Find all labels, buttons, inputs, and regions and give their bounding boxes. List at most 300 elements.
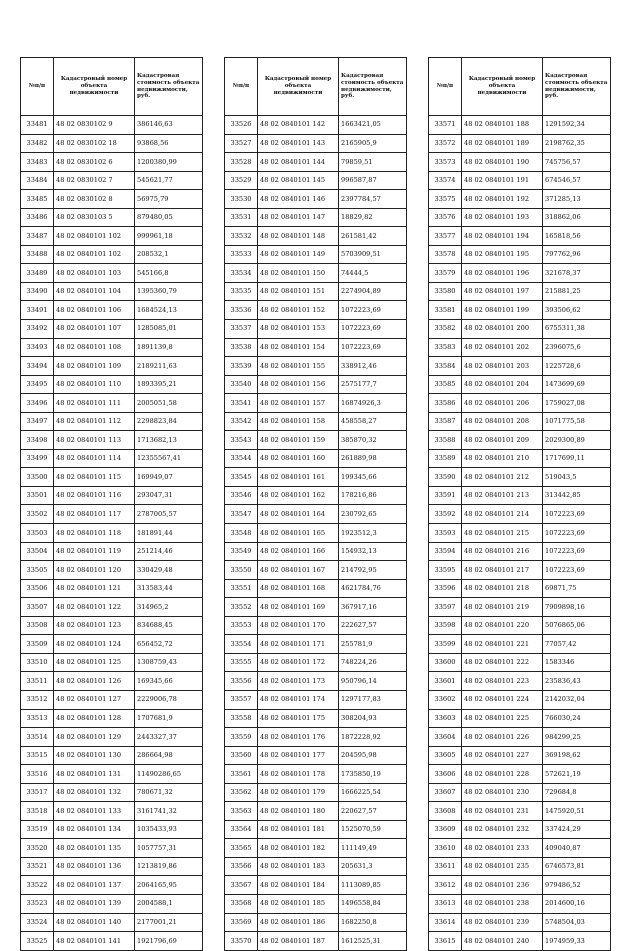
table-row: [429, 227, 611, 246]
table-row: [225, 153, 407, 172]
cadastral-number: 48 02 0840101 132: [54, 783, 135, 802]
cadastral-cost: 2298823,84: [135, 412, 203, 431]
table-row: [429, 820, 611, 839]
row-number: 33562: [225, 783, 258, 802]
table-row: [21, 412, 203, 431]
table-row: [225, 542, 407, 561]
cadastral-number: 48 02 0840101 217: [462, 561, 543, 580]
cadastral-number: 48 02 0840101 235: [462, 857, 543, 876]
cadastral-cost: 879480,05: [135, 208, 203, 227]
row-number: 33553: [225, 616, 258, 635]
cadastral-number: 48 02 0840101 149: [258, 245, 339, 264]
cadastral-number: 48 02 0840101 192: [462, 190, 543, 209]
cadastral-cost: 1684524,13: [135, 301, 203, 320]
cadastral-cost: 2787005,57: [135, 505, 203, 524]
cadastral-cost: 318862,06: [543, 208, 611, 227]
cadastral-number: 48 02 0840101 123: [54, 616, 135, 635]
cadastral-number: 48 02 0840101 167: [258, 561, 339, 580]
row-number: 33496: [21, 394, 54, 413]
cadastral-number: 48 02 0840101 206: [462, 394, 543, 413]
cadastral-cost: 1713682,13: [135, 431, 203, 450]
cadastral-number: 48 02 0840101 230: [462, 783, 543, 802]
table-row: [429, 116, 611, 135]
table-row: [225, 505, 407, 524]
cadastral-number: 48 02 0840101 150: [258, 264, 339, 283]
cadastral-number: 48 02 0840101 227: [462, 746, 543, 765]
row-number: 33534: [225, 264, 258, 283]
row-number: 33597: [429, 598, 462, 617]
row-number: 33533: [225, 245, 258, 264]
cadastral-number: 48 02 0840101 162: [258, 486, 339, 505]
table-row: [429, 412, 611, 431]
row-number: 33513: [21, 709, 54, 728]
table-header-row: [225, 58, 407, 116]
cadastral-number: 48 02 0840101 226: [462, 728, 543, 747]
row-number: 33555: [225, 653, 258, 672]
table-row: [429, 282, 611, 301]
cadastral-cost: 369198,62: [543, 746, 611, 765]
row-number: 33484: [21, 171, 54, 190]
cadastral-cost: 222627,57: [339, 616, 407, 635]
row-number: 33559: [225, 728, 258, 747]
cadastral-cost: 1891139,8: [135, 338, 203, 357]
table-row: [21, 486, 203, 505]
row-number: 33546: [225, 486, 258, 505]
cadastral-number: 48 02 0840101 164: [258, 505, 339, 524]
cadastral-cost: 1663421,05: [339, 116, 407, 135]
table-row: [429, 839, 611, 858]
header-cadastral-number: Кадастровый номер объекта недвижимости: [54, 58, 135, 116]
row-number: 33537: [225, 320, 258, 339]
table-row: [429, 264, 611, 283]
table-row: [21, 932, 203, 951]
cadastral-cost: 69871,75: [543, 579, 611, 598]
cadastral-number: 48 02 0840101 240: [462, 932, 543, 951]
table-row: [225, 208, 407, 227]
table-row: [429, 301, 611, 320]
row-number: 33596: [429, 579, 462, 598]
cadastral-cost: 330429,48: [135, 561, 203, 580]
table-row: [21, 616, 203, 635]
row-number: 33515: [21, 746, 54, 765]
table-row: [429, 542, 611, 561]
cadastral-number: 48 02 0840101 148: [258, 227, 339, 246]
table-row: [21, 208, 203, 227]
table-row: [429, 134, 611, 153]
row-number: 33508: [21, 616, 54, 635]
cadastral-cost: 16874926,3: [339, 394, 407, 413]
cadastral-number: 48 02 0840101 157: [258, 394, 339, 413]
header-cadastral-number: Кадастровый номер объекта недвижимости: [258, 58, 339, 116]
table-row: [429, 505, 611, 524]
cadastral-cost: 458558,27: [339, 412, 407, 431]
cadastral-cost: 154932,13: [339, 542, 407, 561]
row-number: 33512: [21, 690, 54, 709]
cadastral-number: 48 02 0840101 133: [54, 802, 135, 821]
cadastral-number: 48 02 0840101 178: [258, 765, 339, 784]
cadastral-number: 48 02 0840101 119: [54, 542, 135, 561]
cadastral-cost: 7909898,16: [543, 598, 611, 617]
table-row: [225, 116, 407, 135]
cadastral-cost: 1707681,9: [135, 709, 203, 728]
row-number: 33569: [225, 913, 258, 932]
table-row: [21, 116, 203, 135]
cadastral-cost: 2189211,63: [135, 357, 203, 376]
cadastral-number: 48 02 0840101 221: [462, 635, 543, 654]
cadastral-cost: 385870,32: [339, 431, 407, 450]
table-row: [21, 672, 203, 691]
table-row: [225, 431, 407, 450]
cadastral-cost: 1893395,21: [135, 375, 203, 394]
header-num: №п/п: [429, 58, 462, 116]
cadastral-cost: 2198762,35: [543, 134, 611, 153]
table-row: [429, 690, 611, 709]
cadastral-number: 48 02 0840101 141: [54, 932, 135, 951]
cadastral-cost: 6755311,38: [543, 320, 611, 339]
table-row: [225, 561, 407, 580]
row-number: 33549: [225, 542, 258, 561]
header-cadastral-number: Кадастровый номер объекта недвижимости: [462, 58, 543, 116]
table-row: [21, 579, 203, 598]
row-number: 33523: [21, 894, 54, 913]
cadastral-number: 48 02 0840101 139: [54, 894, 135, 913]
table-row: [21, 134, 203, 153]
cadastral-cost: 235836,43: [543, 672, 611, 691]
table-row: [225, 746, 407, 765]
row-number: 33501: [21, 486, 54, 505]
cadastral-number: 48 02 0840101 103: [54, 264, 135, 283]
cadastral-number: 48 02 0840101 180: [258, 802, 339, 821]
table-row: [429, 320, 611, 339]
table-row: [225, 171, 407, 190]
cadastral-cost: 313583,44: [135, 579, 203, 598]
table-row: [21, 282, 203, 301]
cadastral-cost: 1308759,43: [135, 653, 203, 672]
row-number: 33482: [21, 134, 54, 153]
cadastral-number: 48 02 0840101 190: [462, 153, 543, 172]
row-number: 33590: [429, 468, 462, 487]
table-row: [21, 783, 203, 802]
cadastral-number: 48 02 0840101 146: [258, 190, 339, 209]
row-number: 33483: [21, 153, 54, 172]
cadastral-number: 48 02 0830102 18: [54, 134, 135, 153]
cadastral-number: 48 02 0840101 225: [462, 709, 543, 728]
cadastral-number: 48 02 0840101 120: [54, 561, 135, 580]
cadastral-number: 48 02 0840101 142: [258, 116, 339, 135]
row-number: 33548: [225, 524, 258, 543]
cadastral-number: 48 02 0840101 134: [54, 820, 135, 839]
cadastral-number: 48 02 0840101 175: [258, 709, 339, 728]
cadastral-number: 48 02 0840101 189: [462, 134, 543, 153]
cadastral-number: 48 02 0840101 136: [54, 857, 135, 876]
cadastral-number: 48 02 0840101 166: [258, 542, 339, 561]
row-number: 33522: [21, 876, 54, 895]
cadastral-number: 48 02 0840101 135: [54, 839, 135, 858]
table-row: [225, 876, 407, 895]
table-row: [21, 227, 203, 246]
cadastral-cost: 572621,19: [543, 765, 611, 784]
cadastral-number: 48 02 0840101 212: [462, 468, 543, 487]
table-row: [21, 653, 203, 672]
cadastral-number: 48 02 0840101 147: [258, 208, 339, 227]
row-number: 33598: [429, 616, 462, 635]
row-number: 33603: [429, 709, 462, 728]
row-number: 33578: [429, 245, 462, 264]
cadastral-cost: 1072223,69: [339, 301, 407, 320]
row-number: 33517: [21, 783, 54, 802]
cadastral-number: 48 02 0840101 199: [462, 301, 543, 320]
cadastral-number: 48 02 0840101 228: [462, 765, 543, 784]
cadastral-number: 48 02 0840101 128: [54, 709, 135, 728]
cadastral-cost: 261581,42: [339, 227, 407, 246]
row-number: 33550: [225, 561, 258, 580]
row-number: 33492: [21, 320, 54, 339]
cadastral-number: 48 02 0840101 197: [462, 282, 543, 301]
row-number: 33518: [21, 802, 54, 821]
cadastral-cost: 79859,51: [339, 153, 407, 172]
cadastral-cost: 2397784,57: [339, 190, 407, 209]
table-row: [429, 468, 611, 487]
cadastral-cost: 1735850,19: [339, 765, 407, 784]
cadastral-number: 48 02 0840101 143: [258, 134, 339, 153]
cadastral-cost: 1072223,69: [543, 542, 611, 561]
cadastral-number: 48 02 0840101 169: [258, 598, 339, 617]
table-row: [21, 857, 203, 876]
row-number: 33571: [429, 116, 462, 135]
cadastral-number: 48 02 0840101 102: [54, 227, 135, 246]
cadastral-number: 48 02 0840101 116: [54, 486, 135, 505]
cadastral-number: 48 02 0840101 219: [462, 598, 543, 617]
cadastral-number: 48 02 0840101 140: [54, 913, 135, 932]
row-number: 33560: [225, 746, 258, 765]
cadastral-number: 48 02 0840101 106: [54, 301, 135, 320]
row-number: 33519: [21, 820, 54, 839]
row-number: 33608: [429, 802, 462, 821]
cadastral-cost: 545166,8: [135, 264, 203, 283]
table-row: [225, 524, 407, 543]
row-number: 33545: [225, 468, 258, 487]
cadastral-cost: 2396075,6: [543, 338, 611, 357]
row-number: 33499: [21, 449, 54, 468]
cadastral-cost: 313442,85: [543, 486, 611, 505]
row-number: 33591: [429, 486, 462, 505]
row-number: 33577: [429, 227, 462, 246]
row-number: 33530: [225, 190, 258, 209]
cadastral-cost: 293047,31: [135, 486, 203, 505]
header-num: №п/п: [225, 58, 258, 116]
cadastral-cost: 77057,42: [543, 635, 611, 654]
cadastral-cost: 834688,45: [135, 616, 203, 635]
table-row: [429, 394, 611, 413]
row-number: 33607: [429, 783, 462, 802]
cadastral-cost: 1583346: [543, 653, 611, 672]
table-row: [21, 728, 203, 747]
cadastral-cost: 1496558,84: [339, 894, 407, 913]
table-row: [225, 653, 407, 672]
row-number: 33557: [225, 690, 258, 709]
cadastral-cost: 93868,56: [135, 134, 203, 153]
cadastral-number: 48 02 0840101 188: [462, 116, 543, 135]
row-number: 33488: [21, 245, 54, 264]
table-row: [21, 190, 203, 209]
cadastral-cost: 2177001,21: [135, 913, 203, 932]
row-number: 33491: [21, 301, 54, 320]
cadastral-cost: 2274904,89: [339, 282, 407, 301]
cadastral-cost: 386146,63: [135, 116, 203, 135]
row-number: 33500: [21, 468, 54, 487]
cadastral-cost: 1225728,6: [543, 357, 611, 376]
row-number: 33536: [225, 301, 258, 320]
cadastral-number: 48 02 0840101 129: [54, 728, 135, 747]
cadastral-cost: 18829,82: [339, 208, 407, 227]
cadastral-number: 48 02 0830103 5: [54, 208, 135, 227]
cadastral-cost: 6746573,81: [543, 857, 611, 876]
cadastral-cost: 56975,79: [135, 190, 203, 209]
row-number: 33576: [429, 208, 462, 227]
table-row: [429, 746, 611, 765]
row-number: 33505: [21, 561, 54, 580]
table-row: [429, 802, 611, 821]
table-row: [225, 820, 407, 839]
table-row: [21, 320, 203, 339]
row-number: 33587: [429, 412, 462, 431]
row-number: 33606: [429, 765, 462, 784]
row-number: 33584: [429, 357, 462, 376]
cadastral-cost: 251214,46: [135, 542, 203, 561]
cadastral-cost: 1475920,51: [543, 802, 611, 821]
row-number: 33568: [225, 894, 258, 913]
cadastral-number: 48 02 0840101 210: [462, 449, 543, 468]
table-row: [225, 486, 407, 505]
row-number: 33610: [429, 839, 462, 858]
row-number: 33544: [225, 449, 258, 468]
row-number: 33540: [225, 375, 258, 394]
table-row: [225, 690, 407, 709]
table-row: [429, 486, 611, 505]
row-number: 33503: [21, 524, 54, 543]
table-row: [21, 765, 203, 784]
table-row: [225, 579, 407, 598]
cadastral-cost: 745756,57: [543, 153, 611, 172]
table-row: [429, 672, 611, 691]
cadastral-cost: 220627,57: [339, 802, 407, 821]
cadastral-cost: 545621,77: [135, 171, 203, 190]
cadastral-cost: 2142032,04: [543, 690, 611, 709]
table-row: [429, 894, 611, 913]
table-row: [429, 913, 611, 932]
cadastral-cost: 178216,86: [339, 486, 407, 505]
cadastral-cost: 2229006,78: [135, 690, 203, 709]
cadastral-number: 48 02 0840101 233: [462, 839, 543, 858]
cadastral-number: 48 02 0840101 186: [258, 913, 339, 932]
row-number: 33527: [225, 134, 258, 153]
row-number: 33572: [429, 134, 462, 153]
cadastral-cost: 674546,57: [543, 171, 611, 190]
row-number: 33595: [429, 561, 462, 580]
cadastral-number: 48 02 0830102 8: [54, 190, 135, 209]
cadastre-table-3: [428, 57, 611, 951]
cadastral-cost: 748224,26: [339, 653, 407, 672]
cadastral-number: 48 02 0840101 179: [258, 783, 339, 802]
cadastral-number: 48 02 0840101 173: [258, 672, 339, 691]
cadastral-cost: 2443327,37: [135, 728, 203, 747]
row-number: 33566: [225, 857, 258, 876]
table-row: [225, 449, 407, 468]
cadastral-number: 48 02 0840101 191: [462, 171, 543, 190]
cadastral-number: 48 02 0840101 110: [54, 375, 135, 394]
row-number: 33585: [429, 375, 462, 394]
cadastral-number: 48 02 0840101 203: [462, 357, 543, 376]
row-number: 33486: [21, 208, 54, 227]
row-number: 33487: [21, 227, 54, 246]
table-row: [429, 728, 611, 747]
cadastral-cost: 1395360,79: [135, 282, 203, 301]
table-row: [429, 375, 611, 394]
cadastral-cost: 1035433,93: [135, 820, 203, 839]
table-row: [225, 320, 407, 339]
row-number: 33543: [225, 431, 258, 450]
table-row: [429, 857, 611, 876]
cadastral-cost: 1072223,69: [543, 505, 611, 524]
cadastral-number: 48 02 0840101 161: [258, 468, 339, 487]
cadastral-number: 48 02 0840101 144: [258, 153, 339, 172]
cadastral-number: 48 02 0840101 174: [258, 690, 339, 709]
row-number: 33490: [21, 282, 54, 301]
table-row: [225, 672, 407, 691]
row-number: 33611: [429, 857, 462, 876]
row-number: 33600: [429, 653, 462, 672]
cadastral-cost: 371285,13: [543, 190, 611, 209]
cadastral-cost: 4621784,76: [339, 579, 407, 598]
cadastral-number: 48 02 0840101 187: [258, 932, 339, 951]
cadastral-cost: 1213819,86: [135, 857, 203, 876]
cadastral-number: 48 02 0840101 196: [462, 264, 543, 283]
cadastral-number: 48 02 0840101 204: [462, 375, 543, 394]
row-number: 33570: [225, 932, 258, 951]
row-number: 33588: [429, 431, 462, 450]
cadastral-cost: 314965,2: [135, 598, 203, 617]
table-row: [429, 598, 611, 617]
row-number: 33489: [21, 264, 54, 283]
cadastral-number: 48 02 0840101 208: [462, 412, 543, 431]
row-number: 33502: [21, 505, 54, 524]
cadastre-table-1: [20, 57, 203, 951]
cadastral-number: 48 02 0840101 131: [54, 765, 135, 784]
cadastral-cost: 215881,25: [543, 282, 611, 301]
cadastral-cost: 367917,16: [339, 598, 407, 617]
table-row: [429, 357, 611, 376]
table-row: [429, 245, 611, 264]
cadastral-cost: 1291592,34: [543, 116, 611, 135]
row-number: 33558: [225, 709, 258, 728]
cadastral-number: 48 02 0840101 172: [258, 653, 339, 672]
table-row: [21, 394, 203, 413]
row-number: 33525: [21, 932, 54, 951]
cadastral-number: 48 02 0840101 177: [258, 746, 339, 765]
table-row: [21, 171, 203, 190]
table-row: [21, 357, 203, 376]
cadastral-number: 48 02 0840101 115: [54, 468, 135, 487]
table-row: [21, 746, 203, 765]
cadastral-number: 48 02 0840101 130: [54, 746, 135, 765]
cadastral-cost: 2005051,58: [135, 394, 203, 413]
row-number: 33506: [21, 579, 54, 598]
row-number: 33567: [225, 876, 258, 895]
row-number: 33609: [429, 820, 462, 839]
cadastral-number: 48 02 0840101 108: [54, 338, 135, 357]
table-row: [429, 653, 611, 672]
cadastral-number: 48 02 0840101 232: [462, 820, 543, 839]
